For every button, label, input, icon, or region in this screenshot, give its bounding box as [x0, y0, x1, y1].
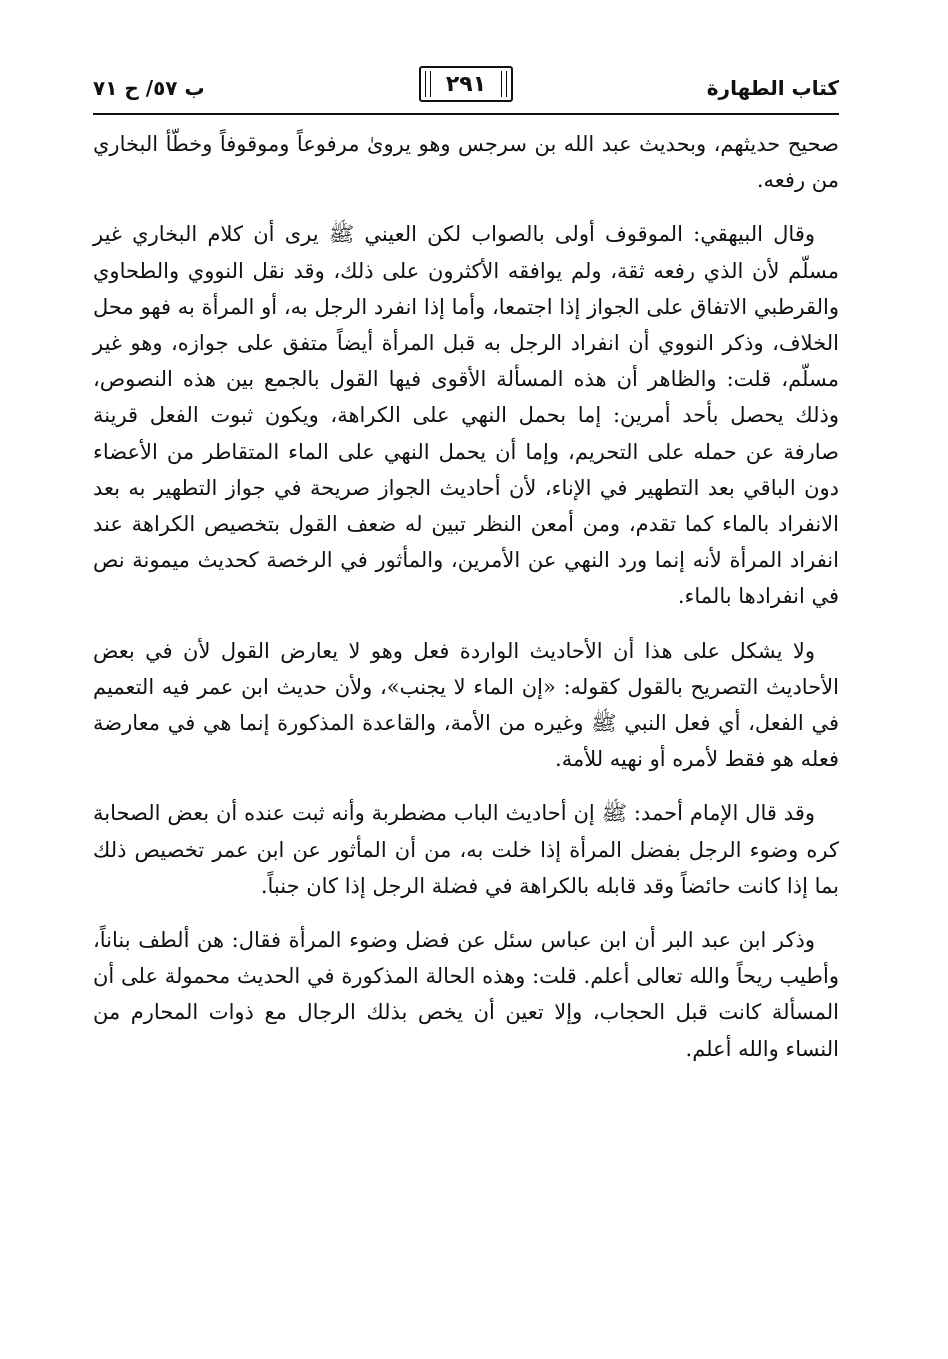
- paragraph: وذكر ابن عبد البر أن ابن عباس سئل عن فضل وضوء المرأة فقال: هن ألطف بناناً، وأطيب ريحاً والله تعالى أعلم. قلت: وهذه الحالة المذكورة في الحديث محمولة على أن المسألة كانت قبل الحجاب، وإلا تعين أن يخص بذلك الرجال مع ذوات المحارم من النساء والله أعلم.: [93, 928, 839, 1061]
- book-title: كتاب الطهارة: [706, 76, 839, 100]
- page-number-box: [419, 66, 513, 102]
- paragraph: ولا يشكل على هذا أن الأحاديث الواردة فعل وهو لا يعارض القول لأن في بعض الأحاديث التصريح بالقول كقوله: «إن الماء لا يجنب»، ولأن حديث ابن عمر فيه التعميم في الفعل، أي فعل النبي ﷺ وغيره من الأمة، والقاعدة المذكورة إنما هي في معارضة فعله هو فقط لأمره أو نهيه للأمة.: [93, 638, 839, 772]
- paragraph: وقد قال الإمام أحمد: ﷺ إن أحاديث الباب مضطربة وأنه ثبت عنده أن بعض الصحابة كره وضوء الرجل بفضل المرأة إذا خلت به، من أن المأثور عن ابن عمر تخصيص ذلك بما إذا كانت حائضاً وقد قابله بالكراهة في فضلة الرجل إذا كان جنباً.: [93, 801, 839, 898]
- page-header: [93, 70, 839, 108]
- header-rule: [93, 113, 839, 115]
- paragraph: صحيح حديثهم، وبحديث عبد الله بن سرجس وهو يروىٰ مرفوعاً وموقوفاً وخطّأ البخاري من رفعه.: [93, 132, 839, 193]
- page-body: [93, 126, 839, 1085]
- chapter-reference: ب ٥٧/ ح ٧١: [93, 76, 205, 100]
- page-number: ٢٩١: [445, 71, 487, 97]
- paragraph: وقال البيهقي: الموقوف أولى بالصواب لكن العيني ﷺ يرى أن كلام البخاري غير مسلّم لأن الذي رفعه ثقة، ولم يوافقه الأكثرون على ذلك، وقد نقل النووي والطحاوي والقرطبي الاتفاق على الجواز إذا اجتمعا، وأما إذا انفرد الرجل به، أو المرأة به فهو محل الخلاف، وذكر النووي أن انفراد الرجل به قبل المرأة أيضاً متفق على جوازه، وهو غير مسلّم، قلت: والظاهر أن هذه المسألة الأقوى فيها القول بالجمع بين هذه النصوص، وذلك يحصل بأحد أمرين: إما بحمل النهي على الكراهة، ويكون ثبوت الفعل قرينة صارفة عن حمله على التحريم، وإما أن يحمل النهي على الماء المتقاطر من الأعضاء دون الباقي بعد التطهير في الإناء، لأن أحاديث الجواز صريحة في جواز التطهير به بعد الانفراد بالماء كما تقدم، ومن أمعن النظر تبين له ضعف القول بتخصيص الكراهة عند انفراد المرأة لأنه إنما ورد النهي عن الأمرين، والمأثور في الرخصة كحديث ميمونة نص في انفرادها بالماء.: [93, 222, 839, 609]
